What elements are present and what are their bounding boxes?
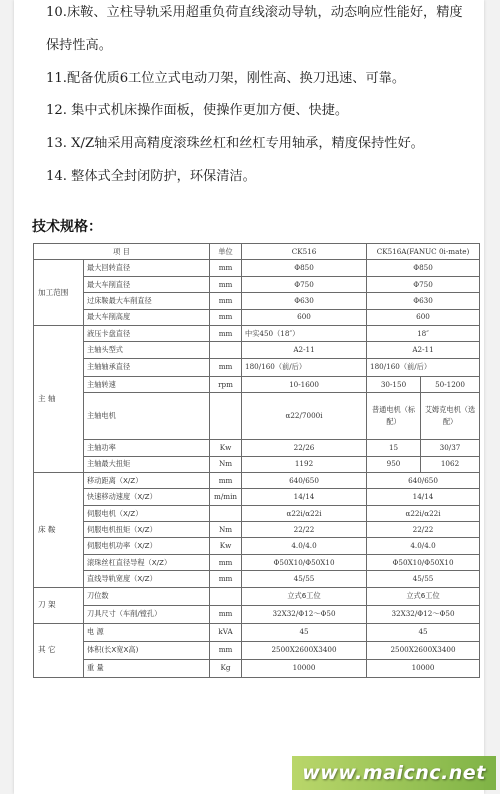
group-machining: 加工范围 [34,260,84,326]
row-item: 主轴功率 [84,440,210,456]
row-ck516a-optional: 1062 [421,456,480,472]
row-item: 电 源 [84,623,210,641]
row-ck516a: 2500X2600X3400 [367,641,480,659]
row-item: 快速移动速度（X/Z） [84,489,210,505]
table-row [34,376,480,392]
row-unit [210,342,242,358]
row-ck516a: 4.0/4.0 [367,538,480,554]
row-ck516a-optional: 30/37 [421,440,480,456]
row-unit: Nm [210,456,242,472]
row-unit: mm [210,309,242,325]
group-bed: 床 鞍 [34,472,84,587]
table-row [34,260,480,276]
paragraph-13: 13. X/Z轴采用高精度滚珠丝杠和丝杠专用轴承，精度保持性好。 [46,136,424,151]
row-ck516: 22/26 [242,440,367,456]
row-unit: mm [210,571,242,587]
table-row [34,358,480,376]
row-unit: Kg [210,659,242,677]
table-row [34,489,480,505]
row-ck516: α22/7000i [242,393,367,440]
row-unit [210,505,242,521]
row-unit: rpm [210,376,242,392]
row-item: 滚珠丝杠直径导程（X/Z） [84,554,210,570]
row-item: 伺服电机功率（X/Z） [84,538,210,554]
row-item: 伺服电机（X/Z） [84,505,210,521]
row-ck516: 180/160（前/后） [242,358,367,376]
row-ck516a: 180/160（前/后） [367,358,480,376]
row-ck516a-standard: 30-150 [367,376,421,392]
row-ck516: Φ50X10/Φ50X10 [242,554,367,570]
row-ck516: Φ750 [242,276,367,292]
row-item: 主轴轴承直径 [84,358,210,376]
table-row [34,522,480,538]
paragraph-12: 12. 集中式机床操作面板，使操作更加方便、快捷。 [46,103,349,118]
row-item: 主轴头型式 [84,342,210,358]
paragraph-10-line-2: 保持性高。 [46,38,112,53]
section-title: 技术规格： [32,219,102,235]
row-item: 主轴转速 [84,376,210,392]
row-unit: mm [210,641,242,659]
table-row [34,293,480,309]
header-ck516: CK516 [242,244,367,260]
row-item: 刀具尺寸（车削/镗孔） [84,605,210,623]
row-unit: mm [210,293,242,309]
row-ck516: 45/55 [242,571,367,587]
row-ck516a: Φ630 [367,293,480,309]
table-row [34,325,480,341]
site-watermark: www.maicnc.net [292,756,496,790]
paragraph-11: 11.配备优质6工位立式电动刀架，刚性高、换刀迅速、可靠。 [46,71,406,86]
spec-table [33,243,480,678]
row-unit: mm [210,472,242,488]
row-ck516a: 14/14 [367,489,480,505]
header-unit: 单位 [210,244,242,260]
row-ck516: 中实450（18″） [242,325,367,341]
row-ck516: 10-1600 [242,376,367,392]
table-row [34,276,480,292]
row-ck516: A2-11 [242,342,367,358]
row-item: 最大车削直径 [84,276,210,292]
row-ck516: 640/650 [242,472,367,488]
row-ck516: Φ630 [242,293,367,309]
row-ck516: 45 [242,623,367,641]
row-item: 刀位数 [84,587,210,605]
row-ck516a: 45 [367,623,480,641]
paragraph-14: 14. 整体式全封闭防护，环保清洁。 [46,169,256,184]
row-ck516: 14/14 [242,489,367,505]
table-row [34,440,480,456]
table-row [34,587,480,605]
table-row [34,472,480,488]
row-item: 体积(长X宽X高) [84,641,210,659]
row-ck516a: 10000 [367,659,480,677]
row-unit: Kw [210,440,242,456]
row-ck516: 22/22 [242,522,367,538]
row-item: 最大车削高度 [84,309,210,325]
row-ck516: 600 [242,309,367,325]
table-row [34,538,480,554]
row-item: 重 量 [84,659,210,677]
table-row [34,342,480,358]
table-row [34,309,480,325]
row-ck516: 10000 [242,659,367,677]
table-row [34,659,480,677]
row-ck516a-optional: 艾姆克电机（选配） [421,393,480,440]
table-row [34,456,480,472]
table-row [34,571,480,587]
row-item: 主轴电机 [84,393,210,440]
row-item: 过床鞍最大车削直径 [84,293,210,309]
row-ck516a: 640/650 [367,472,480,488]
row-unit: Nm [210,522,242,538]
row-ck516a: 32X32/Φ12～Φ50 [367,605,480,623]
header-ck516a: CK516A(FANUC 0i-mate) [367,244,480,260]
table-row [34,641,480,659]
row-unit: mm [210,358,242,376]
row-item: 主轴最大扭矩 [84,456,210,472]
row-ck516: 32X32/Φ12～Φ50 [242,605,367,623]
row-unit: mm [210,325,242,341]
row-ck516a: 45/55 [367,571,480,587]
row-unit: mm [210,605,242,623]
row-ck516a: 18″ [367,325,480,341]
row-unit: Kw [210,538,242,554]
row-item: 直线导轨宽度（X/Z） [84,571,210,587]
row-ck516a: A2-11 [367,342,480,358]
row-ck516a-standard: 15 [367,440,421,456]
row-ck516: 1192 [242,456,367,472]
row-ck516a: Φ750 [367,276,480,292]
table-row [34,393,480,440]
group-other: 其 它 [34,623,84,677]
row-item: 移动距离（X/Z） [84,472,210,488]
row-ck516: 立式6工位 [242,587,367,605]
row-ck516: α22i/α22i [242,505,367,521]
row-ck516a: Φ50X10/Φ50X10 [367,554,480,570]
row-unit: mm [210,260,242,276]
row-unit: mm [210,554,242,570]
row-unit: m/min [210,489,242,505]
table-row [34,605,480,623]
row-ck516a-optional: 50-1200 [421,376,480,392]
paragraph-10-line-1: 10.床鞍、立柱导轨采用超重负荷直线滚动导轨，动态响应性能好，精度 [46,5,463,20]
row-unit [210,393,242,440]
row-item: 伺服电机扭矩（X/Z） [84,522,210,538]
table-row [34,554,480,570]
table-row [34,505,480,521]
group-turret: 刀 架 [34,587,84,623]
row-ck516a: 22/22 [367,522,480,538]
table-header-row [34,244,480,260]
row-ck516a-standard: 普通电机（标配） [367,393,421,440]
table-row [34,623,480,641]
row-item: 最大回转直径 [84,260,210,276]
group-spindle: 主 轴 [34,325,84,472]
row-ck516a-standard: 950 [367,456,421,472]
row-item: 液压卡盘直径 [84,325,210,341]
row-ck516a: 600 [367,309,480,325]
row-ck516a: α22i/α22i [367,505,480,521]
row-ck516: 2500X2600X3400 [242,641,367,659]
header-item: 项 目 [34,244,210,260]
row-ck516a: 立式6工位 [367,587,480,605]
row-unit: kVA [210,623,242,641]
row-unit: mm [210,276,242,292]
row-ck516: 4.0/4.0 [242,538,367,554]
row-unit [210,587,242,605]
row-ck516: Φ850 [242,260,367,276]
row-ck516a: Φ850 [367,260,480,276]
